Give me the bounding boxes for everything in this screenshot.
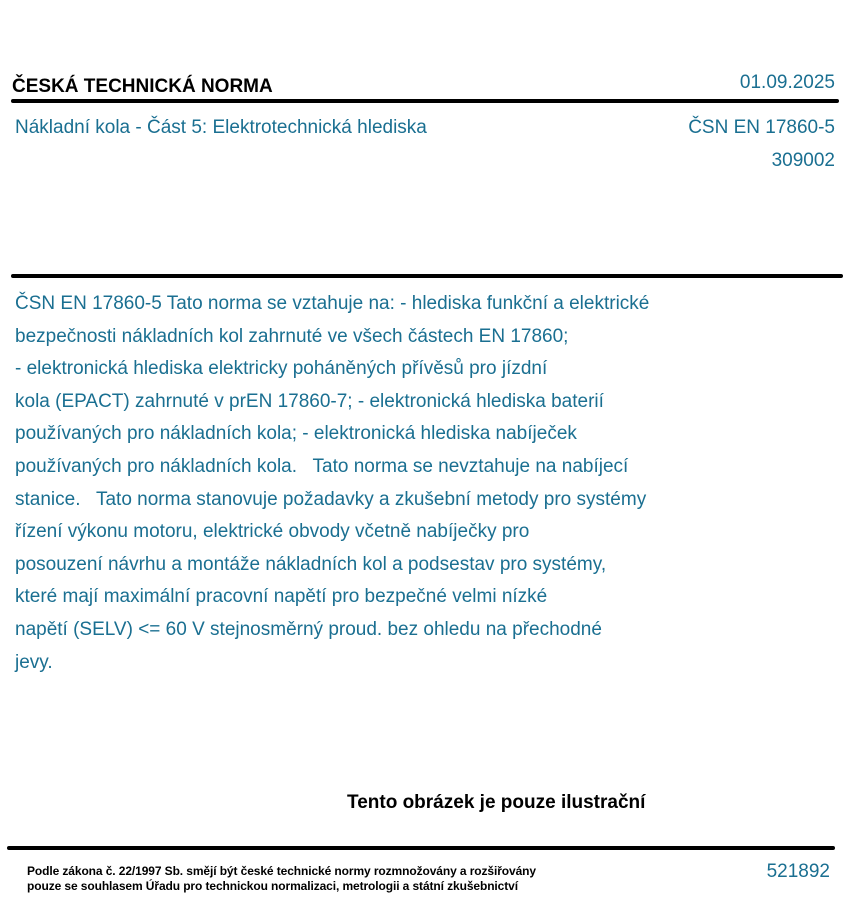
standard-code: ČSN EN 17860-5 [688,117,835,138]
abstract-line: používaných pro nákladních kola; - elektronická hlediska nabíječek [15,423,577,445]
publication-date: 01.09.2025 [739,72,835,93]
section-divider [11,274,843,278]
abstract-line: napětí (SELV) <= 60 V stejnosměrný proud. bez ohledu na přechodné [15,618,602,640]
brand-title: ČESKÁ TECHNICKÁ NORMA [12,76,273,97]
abstract-line: ČSN EN 17860-5 Tato norma se vztahuje na: - hlediska funkční a elektrické [15,293,650,314]
document-number: 521892 [766,861,830,882]
legal-notice [27,864,536,893]
legal-line: Podle zákona č. 22/1997 Sb. smějí být české technické normy rozmnožovány a rozšiřovány [27,864,536,878]
header-divider [11,99,839,103]
abstract-line: - elektronická hlediska elektricky poháněných přívěsů pro jízdní [15,358,548,380]
abstract-line: používaných pro nákladních kola. Tato norma se nevztahuje na nabíjecí [15,455,629,477]
abstract-line: stanice. Tato norma stanovuje požadavky a zkušební metody pro systémy [15,488,647,510]
abstract-line: řízení výkonu motoru, elektrické obvody včetně nabíječky pro [15,521,530,543]
abstract-line: kola (EPACT) zahrnuté v prEN 17860-7; - elektronická hlediska baterií [15,390,604,412]
legal-line: pouze se souhlasem Úřadu pro technickou normalizaci, metrologii a státní zkušebnictví [27,878,518,893]
abstract-text [15,288,775,679]
abstract-line: bezpečnosti nákladních kol zahrnuté ve všech částech EN 17860; [15,325,569,347]
classification-code: 309002 [771,150,835,171]
document-title: Nákladní kola - Část 5: Elektrotechnická hlediska [15,117,427,138]
illustration-note: Tento obrázek je pouze ilustrační [347,792,646,813]
footer-divider [7,846,835,850]
abstract-line: které mají maximální pracovní napětí pro bezpečné velmi nízké [15,586,548,608]
abstract-line: posouzení návrhu a montáže nákladních kol a podsestav pro systémy, [15,553,607,575]
abstract-line: jevy. [15,651,53,673]
